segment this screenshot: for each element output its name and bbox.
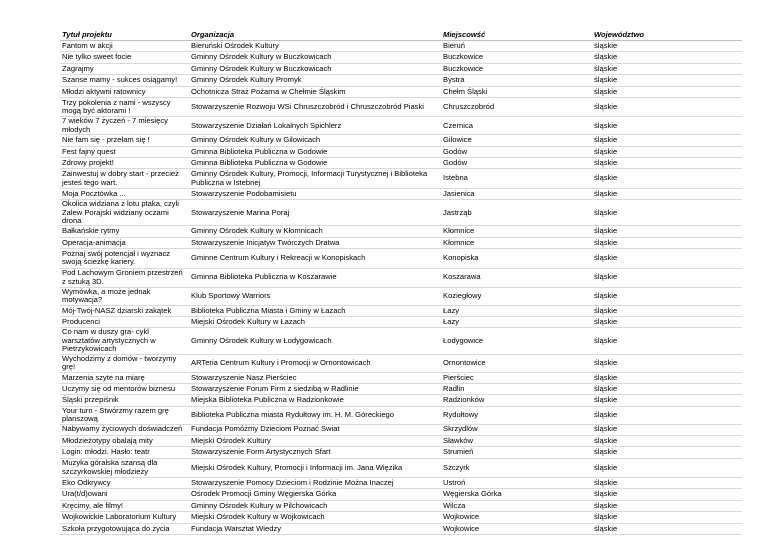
table-row bbox=[60, 305, 742, 316]
table-row bbox=[60, 523, 742, 534]
cell-project-title: Operacja-animacja bbox=[60, 237, 189, 248]
cell-town: Wilcza bbox=[441, 500, 592, 511]
cell-organization: Biblioteka Publiczna Miasta i Gminy w Łazach bbox=[189, 305, 441, 316]
cell-town: Gilowice bbox=[441, 135, 592, 146]
cell-town: Jasienica bbox=[441, 188, 592, 199]
table-row bbox=[60, 268, 742, 287]
cell-voivodeship: śląskie bbox=[592, 41, 742, 52]
cell-town: Radzionków bbox=[441, 395, 592, 406]
cell-organization: Gminna Biblioteka Publiczna w Godowie bbox=[189, 146, 441, 157]
cell-town: Bieruń bbox=[441, 41, 592, 52]
header-organization: Organizacja bbox=[189, 30, 441, 41]
cell-organization: Gminny Ośrodek Kultury w Kłomnicach bbox=[189, 226, 441, 237]
cell-town: Konopiska bbox=[441, 249, 592, 268]
cell-organization: Miejska Biblioteka Publiczna w Radzionkowie bbox=[189, 395, 441, 406]
cell-voivodeship: śląskie bbox=[592, 523, 742, 534]
cell-project-title: Poznaj swój potencjał i wyznacz swoją ścieżkę kariery. bbox=[60, 249, 189, 268]
table-row bbox=[60, 75, 742, 86]
cell-voivodeship: śląskie bbox=[592, 237, 742, 248]
cell-town: Istebna bbox=[441, 169, 592, 188]
table-row bbox=[60, 63, 742, 74]
cell-project-title: Ura(t/d)owani bbox=[60, 489, 189, 500]
cell-town: Koszarawa bbox=[441, 268, 592, 287]
cell-project-title: Producenci bbox=[60, 317, 189, 328]
cell-project-title: Kręcimy, ale filmy! bbox=[60, 500, 189, 511]
cell-town: Godów bbox=[441, 146, 592, 157]
table-row bbox=[60, 383, 742, 394]
cell-project-title: Uczymy się od mentorów biznesu bbox=[60, 383, 189, 394]
table-row bbox=[60, 287, 742, 305]
cell-voivodeship: śląskie bbox=[592, 500, 742, 511]
cell-project-title: Fantom w akcji bbox=[60, 41, 189, 52]
cell-organization: Gminne Centrum Kultury i Rekreacji w Konopiskach bbox=[189, 249, 441, 268]
cell-organization: Gminny Ośrodek Kultury w Pilchowicach bbox=[189, 500, 441, 511]
cell-town: Koziegłowy bbox=[441, 287, 592, 305]
table-row bbox=[60, 97, 742, 116]
cell-voivodeship: śląskie bbox=[592, 478, 742, 489]
cell-town: Godów bbox=[441, 157, 592, 168]
table-row bbox=[60, 169, 742, 188]
cell-voivodeship: śląskie bbox=[592, 435, 742, 446]
cell-town: Czernica bbox=[441, 117, 592, 135]
cell-project-title: Wojkowickie Laboratorium Kultury bbox=[60, 512, 189, 523]
table-row bbox=[60, 478, 742, 489]
cell-town: Łazy bbox=[441, 317, 592, 328]
cell-organization: Bieruński Ośrodek Kultury bbox=[189, 41, 441, 52]
cell-voivodeship: śląskie bbox=[592, 383, 742, 394]
cell-voivodeship: śląskie bbox=[592, 354, 742, 372]
cell-town: Jastrząb bbox=[441, 200, 592, 226]
table-row bbox=[60, 372, 742, 383]
cell-town: Sławków bbox=[441, 435, 592, 446]
cell-organization: Fundacja Pomóżmy Dzieciom Poznać Świat bbox=[189, 424, 441, 435]
table-row bbox=[60, 328, 742, 354]
cell-voivodeship: śląskie bbox=[592, 188, 742, 199]
table-row bbox=[60, 395, 742, 406]
cell-town: Ustroń bbox=[441, 478, 592, 489]
cell-town: Bystra bbox=[441, 75, 592, 86]
cell-town: Ornontowice bbox=[441, 354, 592, 372]
cell-project-title: 7 wieków 7 życzeń - 7 miesięcy młodych bbox=[60, 117, 189, 135]
cell-voivodeship: śląskie bbox=[592, 372, 742, 383]
cell-organization: Miejski Ośrodek Kultury w Wojkowicach bbox=[189, 512, 441, 523]
table-row bbox=[60, 354, 742, 372]
cell-project-title: Młodzieżotypy obalają mity bbox=[60, 435, 189, 446]
table-row bbox=[60, 447, 742, 458]
cell-organization: Klub Sportowy Warriors bbox=[189, 287, 441, 305]
table-row bbox=[60, 188, 742, 199]
table-row bbox=[60, 424, 742, 435]
cell-voivodeship: śląskie bbox=[592, 249, 742, 268]
cell-organization: Ochotnicza Straż Pożarna w Chełmie Śląskim bbox=[189, 86, 441, 97]
cell-voivodeship: śląskie bbox=[592, 424, 742, 435]
cell-voivodeship: śląskie bbox=[592, 458, 742, 477]
cell-organization: Stowarzyszenie Marina Poraj bbox=[189, 200, 441, 226]
cell-town: Wojkowice bbox=[441, 523, 592, 534]
cell-town: Skrzydlów bbox=[441, 424, 592, 435]
cell-voivodeship: śląskie bbox=[592, 200, 742, 226]
cell-organization: Stowarzyszenie Podobamisietu bbox=[189, 188, 441, 199]
cell-project-title: Młodzi aktywni ratownicy bbox=[60, 86, 189, 97]
cell-town: Szczyrk bbox=[441, 458, 592, 477]
cell-organization: Biblioteka Publiczna miasta Rydułtowy im. H. M. Góreckiego bbox=[189, 406, 441, 424]
cell-voivodeship: śląskie bbox=[592, 406, 742, 424]
cell-town: Łazy bbox=[441, 305, 592, 316]
cell-voivodeship: śląskie bbox=[592, 157, 742, 168]
table-row bbox=[60, 135, 742, 146]
cell-organization: Gminna Biblioteka Publiczna w Godowie bbox=[189, 157, 441, 168]
cell-organization: Gminny Ośrodek Kultury w Buczkowicach bbox=[189, 52, 441, 63]
cell-project-title: Fest fajny quest bbox=[60, 146, 189, 157]
header-voivodeship: Województwo bbox=[592, 30, 742, 41]
cell-town: Rydułtowy bbox=[441, 406, 592, 424]
cell-voivodeship: śląskie bbox=[592, 268, 742, 287]
table-row bbox=[60, 86, 742, 97]
cell-organization: Stowarzyszenie Działań Lokalnych Spichlerz bbox=[189, 117, 441, 135]
cell-project-title: Pod Lachowym Groniem przestrzeń z sztuką 3D. bbox=[60, 268, 189, 287]
cell-voivodeship: śląskie bbox=[592, 317, 742, 328]
cell-voivodeship: śląskie bbox=[592, 75, 742, 86]
cell-voivodeship: śląskie bbox=[592, 135, 742, 146]
cell-voivodeship: śląskie bbox=[592, 395, 742, 406]
cell-town: Pierściec bbox=[441, 372, 592, 383]
table-row bbox=[60, 406, 742, 424]
table-row bbox=[60, 237, 742, 248]
cell-town: Radlin bbox=[441, 383, 592, 394]
table-row bbox=[60, 317, 742, 328]
cell-voivodeship: śląskie bbox=[592, 146, 742, 157]
cell-town: Buczkowice bbox=[441, 63, 592, 74]
cell-voivodeship: śląskie bbox=[592, 169, 742, 188]
table-row bbox=[60, 435, 742, 446]
cell-voivodeship: śląskie bbox=[592, 489, 742, 500]
cell-town: Chełm Śląski bbox=[441, 86, 592, 97]
cell-project-title: Marzenia szyte na miarę bbox=[60, 372, 189, 383]
cell-project-title: Wychodzimy z domów - tworzymy grę! bbox=[60, 354, 189, 372]
cell-project-title: Moja Pocztówka ... bbox=[60, 188, 189, 199]
cell-organization: Miejski Ośrodek Kultury w Łazach bbox=[189, 317, 441, 328]
header-project-title: Tytuł projektu bbox=[60, 30, 189, 41]
cell-project-title: Co nam w duszy gra- cykl warsztatów artystycznych w Pietrzykowicach bbox=[60, 328, 189, 354]
cell-organization: Stowarzyszenie Form Artystycznych Sfart bbox=[189, 447, 441, 458]
cell-organization: Miejski Ośrodek Kultury bbox=[189, 435, 441, 446]
cell-project-title: Okolica widziana z lotu ptaka, czyli Zalew Porajski widziany oczami drona bbox=[60, 200, 189, 226]
cell-organization: Stowarzyszenie Inicjatyw Twórczych Dratwa bbox=[189, 237, 441, 248]
cell-organization: Gminny Ośrodek Kultury w Buczkowicach bbox=[189, 63, 441, 74]
cell-voivodeship: śląskie bbox=[592, 86, 742, 97]
cell-organization: Gminny Ośrodek Kultury Promyk bbox=[189, 75, 441, 86]
cell-organization: Gminny Ośrodek Kultury w Łodygowicach bbox=[189, 328, 441, 354]
cell-town: Łodygowice bbox=[441, 328, 592, 354]
header-town: Miejscowść bbox=[441, 30, 592, 41]
cell-project-title: Nie tylko sweet focie bbox=[60, 52, 189, 63]
cell-organization: Ośrodek Promocji Gminy Węgierska Górka bbox=[189, 489, 441, 500]
cell-organization: ARTeria Centrum Kultury i Promocji w Ornontowicach bbox=[189, 354, 441, 372]
table-row bbox=[60, 249, 742, 268]
cell-project-title: Szanse mamy - sukces osiągamy! bbox=[60, 75, 189, 86]
cell-town: Chruszczobród bbox=[441, 97, 592, 116]
table-row bbox=[60, 200, 742, 226]
cell-project-title: Śląski przepiśnik bbox=[60, 395, 189, 406]
table-body bbox=[60, 41, 742, 535]
cell-project-title: Zagrajmy bbox=[60, 63, 189, 74]
table-row bbox=[60, 458, 742, 477]
cell-voivodeship: śląskie bbox=[592, 328, 742, 354]
cell-organization: Gminny Ośrodek Kultury w Gilowicach bbox=[189, 135, 441, 146]
cell-town: Kłomnice bbox=[441, 226, 592, 237]
cell-organization: Stowarzyszenie Pomocy Dzieciom i Rodzinie Można Inaczej bbox=[189, 478, 441, 489]
cell-project-title: Zdrowy projekt! bbox=[60, 157, 189, 168]
cell-voivodeship: śląskie bbox=[592, 63, 742, 74]
cell-voivodeship: śląskie bbox=[592, 97, 742, 116]
cell-project-title: Login: młodzi. Hasło: teatr bbox=[60, 447, 189, 458]
table-row bbox=[60, 512, 742, 523]
cell-project-title: Mój-Twój-NASZ dziarski zakątek bbox=[60, 305, 189, 316]
cell-project-title: Nie fam się - przełam się ! bbox=[60, 135, 189, 146]
cell-organization: Stowarzyszenie Rozwoju WSi Chruszczobród i Chruszczobród Piaski bbox=[189, 97, 441, 116]
table-row bbox=[60, 157, 742, 168]
cell-project-title: Wymówka, a może jednak motywacja? bbox=[60, 287, 189, 305]
cell-project-title: Bałkańskie rytmy bbox=[60, 226, 189, 237]
cell-voivodeship: śląskie bbox=[592, 512, 742, 523]
table-row bbox=[60, 500, 742, 511]
cell-town: Kłomnice bbox=[441, 237, 592, 248]
table-row bbox=[60, 117, 742, 135]
table-row bbox=[60, 226, 742, 237]
cell-voivodeship: śląskie bbox=[592, 52, 742, 63]
table-row bbox=[60, 489, 742, 500]
cell-project-title: Trzy pokolenia z nami - wszyscy mogą być aktorami ! bbox=[60, 97, 189, 116]
cell-town: Strumień bbox=[441, 447, 592, 458]
cell-voivodeship: śląskie bbox=[592, 117, 742, 135]
cell-project-title: Muzyka góralska szansą dla szczyrkowskiej młodzieży bbox=[60, 458, 189, 477]
cell-voivodeship: śląskie bbox=[592, 287, 742, 305]
cell-project-title: Your turn - Stwórzmy razem grę planszową bbox=[60, 406, 189, 424]
cell-organization: Gminna Biblioteka Publiczna w Koszarawie bbox=[189, 268, 441, 287]
projects-table bbox=[60, 30, 742, 535]
table-row bbox=[60, 146, 742, 157]
cell-project-title: Zainwestuj w dobry start - przecież jesteś tego wart. bbox=[60, 169, 189, 188]
cell-organization: Gminny Ośrodek Kultury, Promocji, Informacji Turystycznej i Biblioteka Publiczna w Istebnej bbox=[189, 169, 441, 188]
cell-project-title: Eko Odkrywcy bbox=[60, 478, 189, 489]
cell-voivodeship: śląskie bbox=[592, 305, 742, 316]
cell-voivodeship: śląskie bbox=[592, 447, 742, 458]
cell-project-title: Szkoła przygotowująca do życia bbox=[60, 523, 189, 534]
cell-town: Buczkowice bbox=[441, 52, 592, 63]
cell-organization: Miejski Ośrodek Kultury, Promocji i Informacji im. Jana Więzika bbox=[189, 458, 441, 477]
cell-town: Węgierska Górka bbox=[441, 489, 592, 500]
header-row bbox=[60, 30, 742, 41]
cell-voivodeship: śląskie bbox=[592, 226, 742, 237]
table-row bbox=[60, 41, 742, 52]
cell-organization: Fundacja Warsztat Wiedzy bbox=[189, 523, 441, 534]
cell-organization: Stowarzyszenie Forum Firm z siedzibą w Radlinie bbox=[189, 383, 441, 394]
cell-organization: Stowarzyszenie Nasz Pierściec bbox=[189, 372, 441, 383]
table-row bbox=[60, 52, 742, 63]
cell-project-title: Nabywamy życiowych doświadczeń bbox=[60, 424, 189, 435]
cell-town: Wojkowice bbox=[441, 512, 592, 523]
